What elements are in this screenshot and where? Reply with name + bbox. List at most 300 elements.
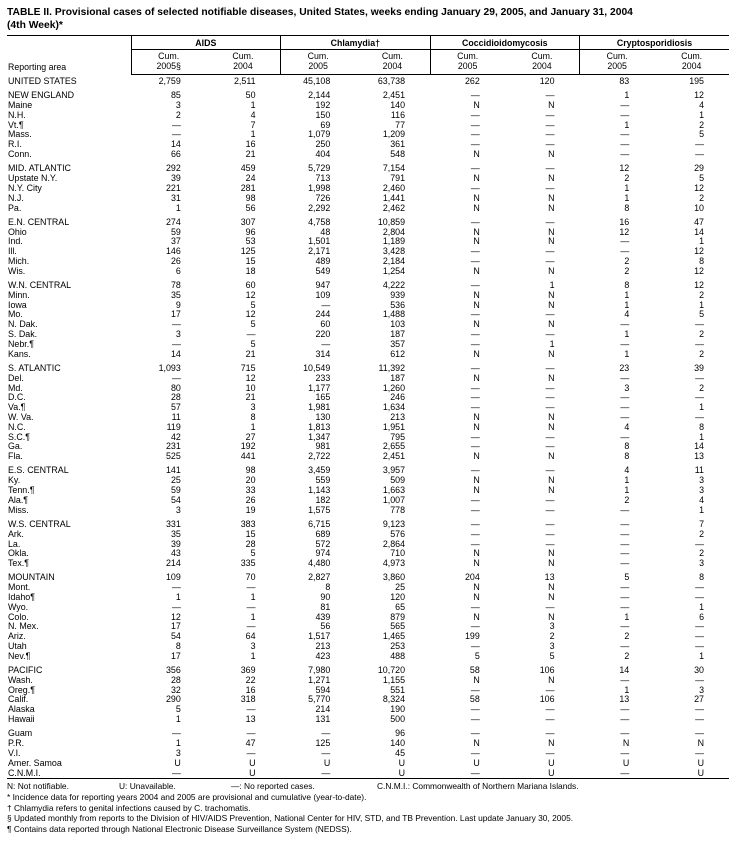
footnote-list [7,792,729,834]
column-header-top: Cum. [457,51,479,62]
table-row [7,676,729,686]
value-cell: 27 [245,431,256,442]
value-cell: 290 [166,694,181,705]
value-cell: — [321,728,331,739]
value-cell: — [470,728,480,739]
value-cell: 1 [624,289,630,300]
value-cell: 8 [699,421,704,432]
value-cell: — [545,309,555,320]
value-cell: 28 [245,538,256,549]
value-cell: 1 [624,684,630,695]
reporting-area-cell: Mont. [8,582,31,593]
value-cell: 710 [390,548,406,559]
reporting-area-cell: N. Dak. [8,319,38,330]
value-cell: 8 [624,202,630,213]
value-cell: 5 [250,299,256,310]
table-row [7,652,729,662]
footnote: ¶ Contains data reported through National Electronic Disease Surveillance System (NEDSS). [7,823,352,834]
reporting-area-cell: Miss. [8,504,29,515]
value-cell: 1 [624,299,630,310]
value-cell: 6 [699,611,704,622]
value-cell: N [548,372,555,383]
reporting-area-cell: V.I. [8,747,21,758]
value-cell: — [171,767,181,778]
table-row [7,769,729,779]
value-cell: 106 [539,665,555,676]
value-cell: 3 [250,640,256,651]
value-cell: 29 [694,163,704,174]
table-row [7,466,729,476]
value-cell: — [620,149,630,160]
value-cell: 54 [170,494,181,505]
value-cell: — [545,747,555,758]
reporting-area-cell: Ohio [8,226,27,237]
reporting-area-cell: Va.¶ [8,402,26,413]
value-cell: 20 [245,475,256,486]
value-cell: 31 [170,192,181,203]
value-cell: — [470,465,480,476]
value-cell: — [620,621,630,632]
value-cell: 48 [320,226,331,237]
value-cell: 1 [175,591,181,602]
reporting-area-cell: N.Y. City [8,182,42,193]
table-row [7,749,729,759]
value-cell: U [249,767,256,778]
value-cell: N [473,674,480,685]
value-cell: 253 [390,640,406,651]
reporting-area-cell: Maine [8,100,33,111]
value-cell: 795 [390,431,406,442]
value-cell: 12 [694,90,704,101]
value-cell: 3,428 [382,246,406,257]
header-group-row [7,36,729,50]
column-header [281,50,356,75]
table-row [7,291,729,301]
value-cell: 1 [624,485,630,496]
value-cell: 53 [245,236,256,247]
value-cell: 28 [170,392,181,403]
value-cell: — [545,139,555,150]
column-header-top: Cum. [158,51,180,62]
value-cell: 715 [240,362,256,373]
value-cell: 45,108 [303,75,331,86]
value-cell: 45 [395,747,406,758]
reporting-area-cell: S. Dak. [8,329,38,340]
table-title-line1: TABLE II. Provisional cases of selected notifiable diseases, United States, weeks ending January 29, 2005, and January 31, 2004 [7,7,633,18]
value-cell: 500 [390,714,406,725]
reporting-area-cell: E.S. CENTRAL [8,465,69,476]
value-cell: 879 [390,611,406,622]
value-cell: 1,079 [308,129,331,140]
value-cell: — [321,747,331,758]
reporting-area-cell: Wyo. [8,601,29,612]
value-cell: — [545,362,555,373]
reporting-area-cell: Ark. [8,528,24,539]
table-row [7,350,729,360]
value-cell: 3,459 [308,465,331,476]
notifiable-diseases-table [7,35,729,779]
value-cell: — [470,338,480,349]
reporting-area-cell: Alaska [8,704,35,715]
reporting-area-cell: Nebr.¶ [8,338,34,349]
value-cell: 11,392 [378,362,406,373]
value-cell: 5 [624,572,630,583]
value-cell: 1 [624,192,630,203]
reporting-area-cell: Nev.¶ [8,650,31,661]
value-cell: 2 [624,631,630,642]
value-cell: 5 [549,650,555,661]
value-cell: 96 [395,728,406,739]
value-cell: 56 [245,202,256,213]
value-cell: 42 [170,431,181,442]
value-cell: 1 [250,650,256,661]
value-cell: — [470,684,480,695]
value-cell: — [171,372,181,383]
value-cell: — [246,728,256,739]
value-cell: — [171,728,181,739]
value-cell: — [695,319,704,330]
value-cell: 2,655 [382,441,406,452]
column-group-label: Coccidioidomycosis [430,36,579,50]
value-cell: 25 [170,475,181,486]
value-cell: — [695,631,704,642]
table-row [7,452,729,462]
value-cell: 14 [619,665,630,676]
value-cell: 4 [624,309,630,320]
legend-item: N: Not notifiable. [7,781,69,792]
value-cell: — [545,255,555,266]
value-cell: 187 [390,329,406,340]
table-row [7,301,729,311]
value-cell: 548 [390,149,406,160]
value-cell: 30 [694,665,704,676]
value-cell: — [620,747,630,758]
reporting-area-cell: Md. [8,382,23,393]
value-cell: — [246,601,256,612]
value-cell: N [473,226,480,237]
value-cell: 6,715 [308,518,331,529]
value-cell: 2 [624,494,630,505]
value-cell: 19 [245,504,256,515]
value-cell: 32 [170,684,181,695]
value-cell: N [473,149,480,160]
value-cell: 361 [390,139,406,150]
value-cell: 1 [250,129,256,140]
value-cell: 80 [170,382,181,393]
value-cell: N [473,475,480,486]
value-cell: — [545,129,555,140]
value-cell: 8,324 [382,694,406,705]
reporting-area-cell: Utah [8,640,27,651]
value-cell: 4 [250,109,256,120]
table-row [7,433,729,443]
value-cell: 423 [315,650,331,661]
value-cell: 509 [390,475,406,486]
value-cell: 5 [250,548,256,559]
value-cell: 1 [549,338,555,349]
value-cell: N [548,289,555,300]
value-cell: 981 [315,441,331,452]
value-cell: 58 [469,665,480,676]
value-cell: 15 [245,528,256,539]
value-cell: 16 [245,684,256,695]
value-cell: — [470,90,480,101]
value-cell: 12 [619,226,630,237]
reporting-area-cell: Ala.¶ [8,494,29,505]
value-cell: 214 [166,558,181,569]
value-cell: — [545,329,555,340]
table-row [7,204,729,214]
value-cell: — [545,109,555,120]
value-cell: 1 [549,280,555,291]
value-cell: N [473,451,480,462]
value-cell: 214 [315,704,331,715]
column-header [430,50,505,75]
value-cell: 39 [170,173,181,184]
value-cell: 213 [315,640,331,651]
value-cell: 5 [699,173,704,184]
value-cell: 69 [320,119,331,130]
value-cell: N [548,236,555,247]
value-cell: 1 [250,100,256,111]
value-cell: — [171,319,181,330]
value-cell: 576 [390,528,406,539]
value-cell: — [620,139,630,150]
column-header-year: 2005§ [156,61,181,72]
value-cell: — [545,601,555,612]
value-cell: — [470,309,480,320]
value-cell: 60 [320,319,331,330]
value-cell: 2 [549,631,555,642]
value-cell: 12 [619,163,630,174]
footnote-legend [7,781,729,792]
reporting-area-cell: S. ATLANTIC [8,362,61,373]
value-cell: 58 [469,694,480,705]
value-cell: 213 [390,411,406,422]
value-cell: 17 [170,650,181,661]
value-cell: 292 [166,163,181,174]
value-cell: U [548,767,555,778]
value-cell: — [620,582,630,593]
value-cell: 1 [624,475,630,486]
value-cell: — [545,728,555,739]
value-cell: 331 [166,518,181,529]
value-cell: 947 [315,280,331,291]
value-cell: 21 [245,348,256,359]
value-cell: 3 [624,382,630,393]
value-cell: 109 [315,289,331,300]
value-cell: 56 [320,621,331,632]
value-cell: 307 [240,216,256,227]
table-row [7,320,729,330]
value-cell: — [470,329,480,340]
value-cell: 14 [694,226,704,237]
value-cell: 4,480 [308,558,331,569]
value-cell: 525 [166,451,181,462]
table-row [7,247,729,257]
value-cell: 1 [250,591,256,602]
reporting-area-cell: MOUNTAIN [8,572,55,583]
value-cell: 8 [699,572,704,583]
column-header-top: Cum. [531,51,553,62]
value-cell: 1,347 [308,431,331,442]
value-cell: 1,501 [308,236,331,247]
value-cell: — [695,582,704,593]
value-cell: U [249,757,256,768]
value-cell: 1,517 [308,631,331,642]
reporting-area-cell: Upstate N.Y. [8,173,58,184]
value-cell: 713 [315,173,331,184]
value-cell: 3,860 [382,572,406,583]
value-cell: 1,093 [158,362,181,373]
value-cell: U [473,757,480,768]
table-row [7,267,729,277]
legend-item: C.N.M.I.: Commonwealth of Northern Mariana Islands. [377,781,579,792]
value-cell: N [473,319,480,330]
value-cell: — [545,714,555,725]
value-cell: N [473,411,480,422]
table-row [7,642,729,652]
value-cell: — [695,674,704,685]
table-row [7,257,729,267]
value-cell: 199 [464,631,480,642]
value-cell: — [246,329,256,340]
reporting-area-cell: Ky. [8,475,21,486]
value-cell: N [548,558,555,569]
legend-item: U: Unavailable. [119,781,176,792]
value-cell: N [548,319,555,330]
value-cell: — [620,674,630,685]
value-cell: 2 [699,548,704,559]
value-cell: 50 [245,90,256,101]
value-cell: 1 [175,202,181,213]
reporting-area-cell: Del. [8,372,24,383]
value-cell: 1 [699,431,704,442]
value-cell: 26 [170,255,181,266]
reporting-area-cell: W.N. CENTRAL [8,280,72,291]
value-cell: 98 [245,192,256,203]
column-group-label: AIDS [131,36,280,50]
column-header-year: 2004 [681,61,702,72]
value-cell: 8 [250,411,256,422]
value-cell: 974 [315,548,331,559]
reporting-area-cell: N.C. [8,421,26,432]
value-cell: — [620,518,630,529]
column-header-year: 2005 [457,61,478,72]
value-cell: 8 [624,441,630,452]
value-cell: N [548,485,555,496]
value-cell: N [548,411,555,422]
value-cell: 21 [245,149,256,160]
column-header-year: 2005 [607,61,627,72]
column-header-year: 2004 [532,61,552,72]
value-cell: — [545,119,555,130]
reporting-area-cell: C.N.M.I. [8,767,41,778]
value-cell: — [171,601,181,612]
value-cell: — [620,372,630,383]
value-cell: 536 [390,299,406,310]
value-cell: 8 [624,280,630,291]
value-cell: 2,171 [308,246,331,257]
value-cell: — [695,747,704,758]
value-cell: 130 [315,411,331,422]
value-cell: 192 [315,100,331,111]
value-cell: 439 [315,611,331,622]
reporting-area-cell: S.C.¶ [8,431,31,442]
value-cell: 27 [694,694,704,705]
table-head [7,36,729,75]
value-cell: 5 [474,650,480,661]
value-cell: 5 [250,319,256,330]
value-cell: 187 [390,372,406,383]
value-cell: 383 [240,518,256,529]
value-cell: — [545,402,555,413]
value-cell: 1 [699,650,704,661]
value-cell: 17 [170,621,181,632]
value-cell: — [171,119,181,130]
reporting-area-cell: UNITED STATES [8,75,77,86]
value-cell: N [548,173,555,184]
value-cell: 165 [315,392,331,403]
reporting-area-cell: R.I. [8,139,22,150]
value-cell: — [695,338,704,349]
value-cell: 250 [315,139,331,150]
value-cell: 1 [699,504,704,515]
value-cell: 356 [166,665,181,676]
value-cell: U [174,757,181,768]
value-cell: 233 [315,372,331,383]
value-cell: — [545,528,555,539]
value-cell: — [470,163,480,174]
value-cell: 12 [245,309,256,320]
column-header [131,50,206,75]
value-cell: 221 [166,182,181,193]
value-cell: — [545,684,555,695]
value-cell: 103 [390,319,406,330]
reporting-area-cell: Iowa [8,299,27,310]
value-cell: 3 [699,684,704,695]
reporting-area-cell: Tex.¶ [8,558,30,569]
value-cell: 66 [170,149,181,160]
value-cell: — [695,640,704,651]
value-cell: 244 [315,309,331,320]
value-cell: — [246,582,256,593]
value-cell: — [695,392,704,403]
value-cell: 1,465 [382,631,406,642]
value-cell: — [620,728,630,739]
reporting-area-cell: Mass. [8,129,32,140]
value-cell: 90 [320,591,331,602]
value-cell: N [473,202,480,213]
value-cell: 1 [175,738,181,749]
value-cell: N [622,738,630,749]
value-cell: 2 [624,173,630,184]
value-cell: — [470,382,480,393]
value-cell: U [697,757,704,768]
value-cell: 1,441 [382,192,406,203]
reporting-area-cell: D.C. [8,392,26,403]
value-cell: 778 [390,504,406,515]
value-cell: 1,488 [382,309,406,320]
footnotes [7,781,729,834]
value-cell: 220 [315,329,331,340]
value-cell: — [695,714,704,725]
value-cell: 35 [170,289,181,300]
value-cell: N [473,348,480,359]
value-cell: 1 [699,601,704,612]
value-cell: N [548,226,555,237]
value-cell: 9,123 [382,518,406,529]
